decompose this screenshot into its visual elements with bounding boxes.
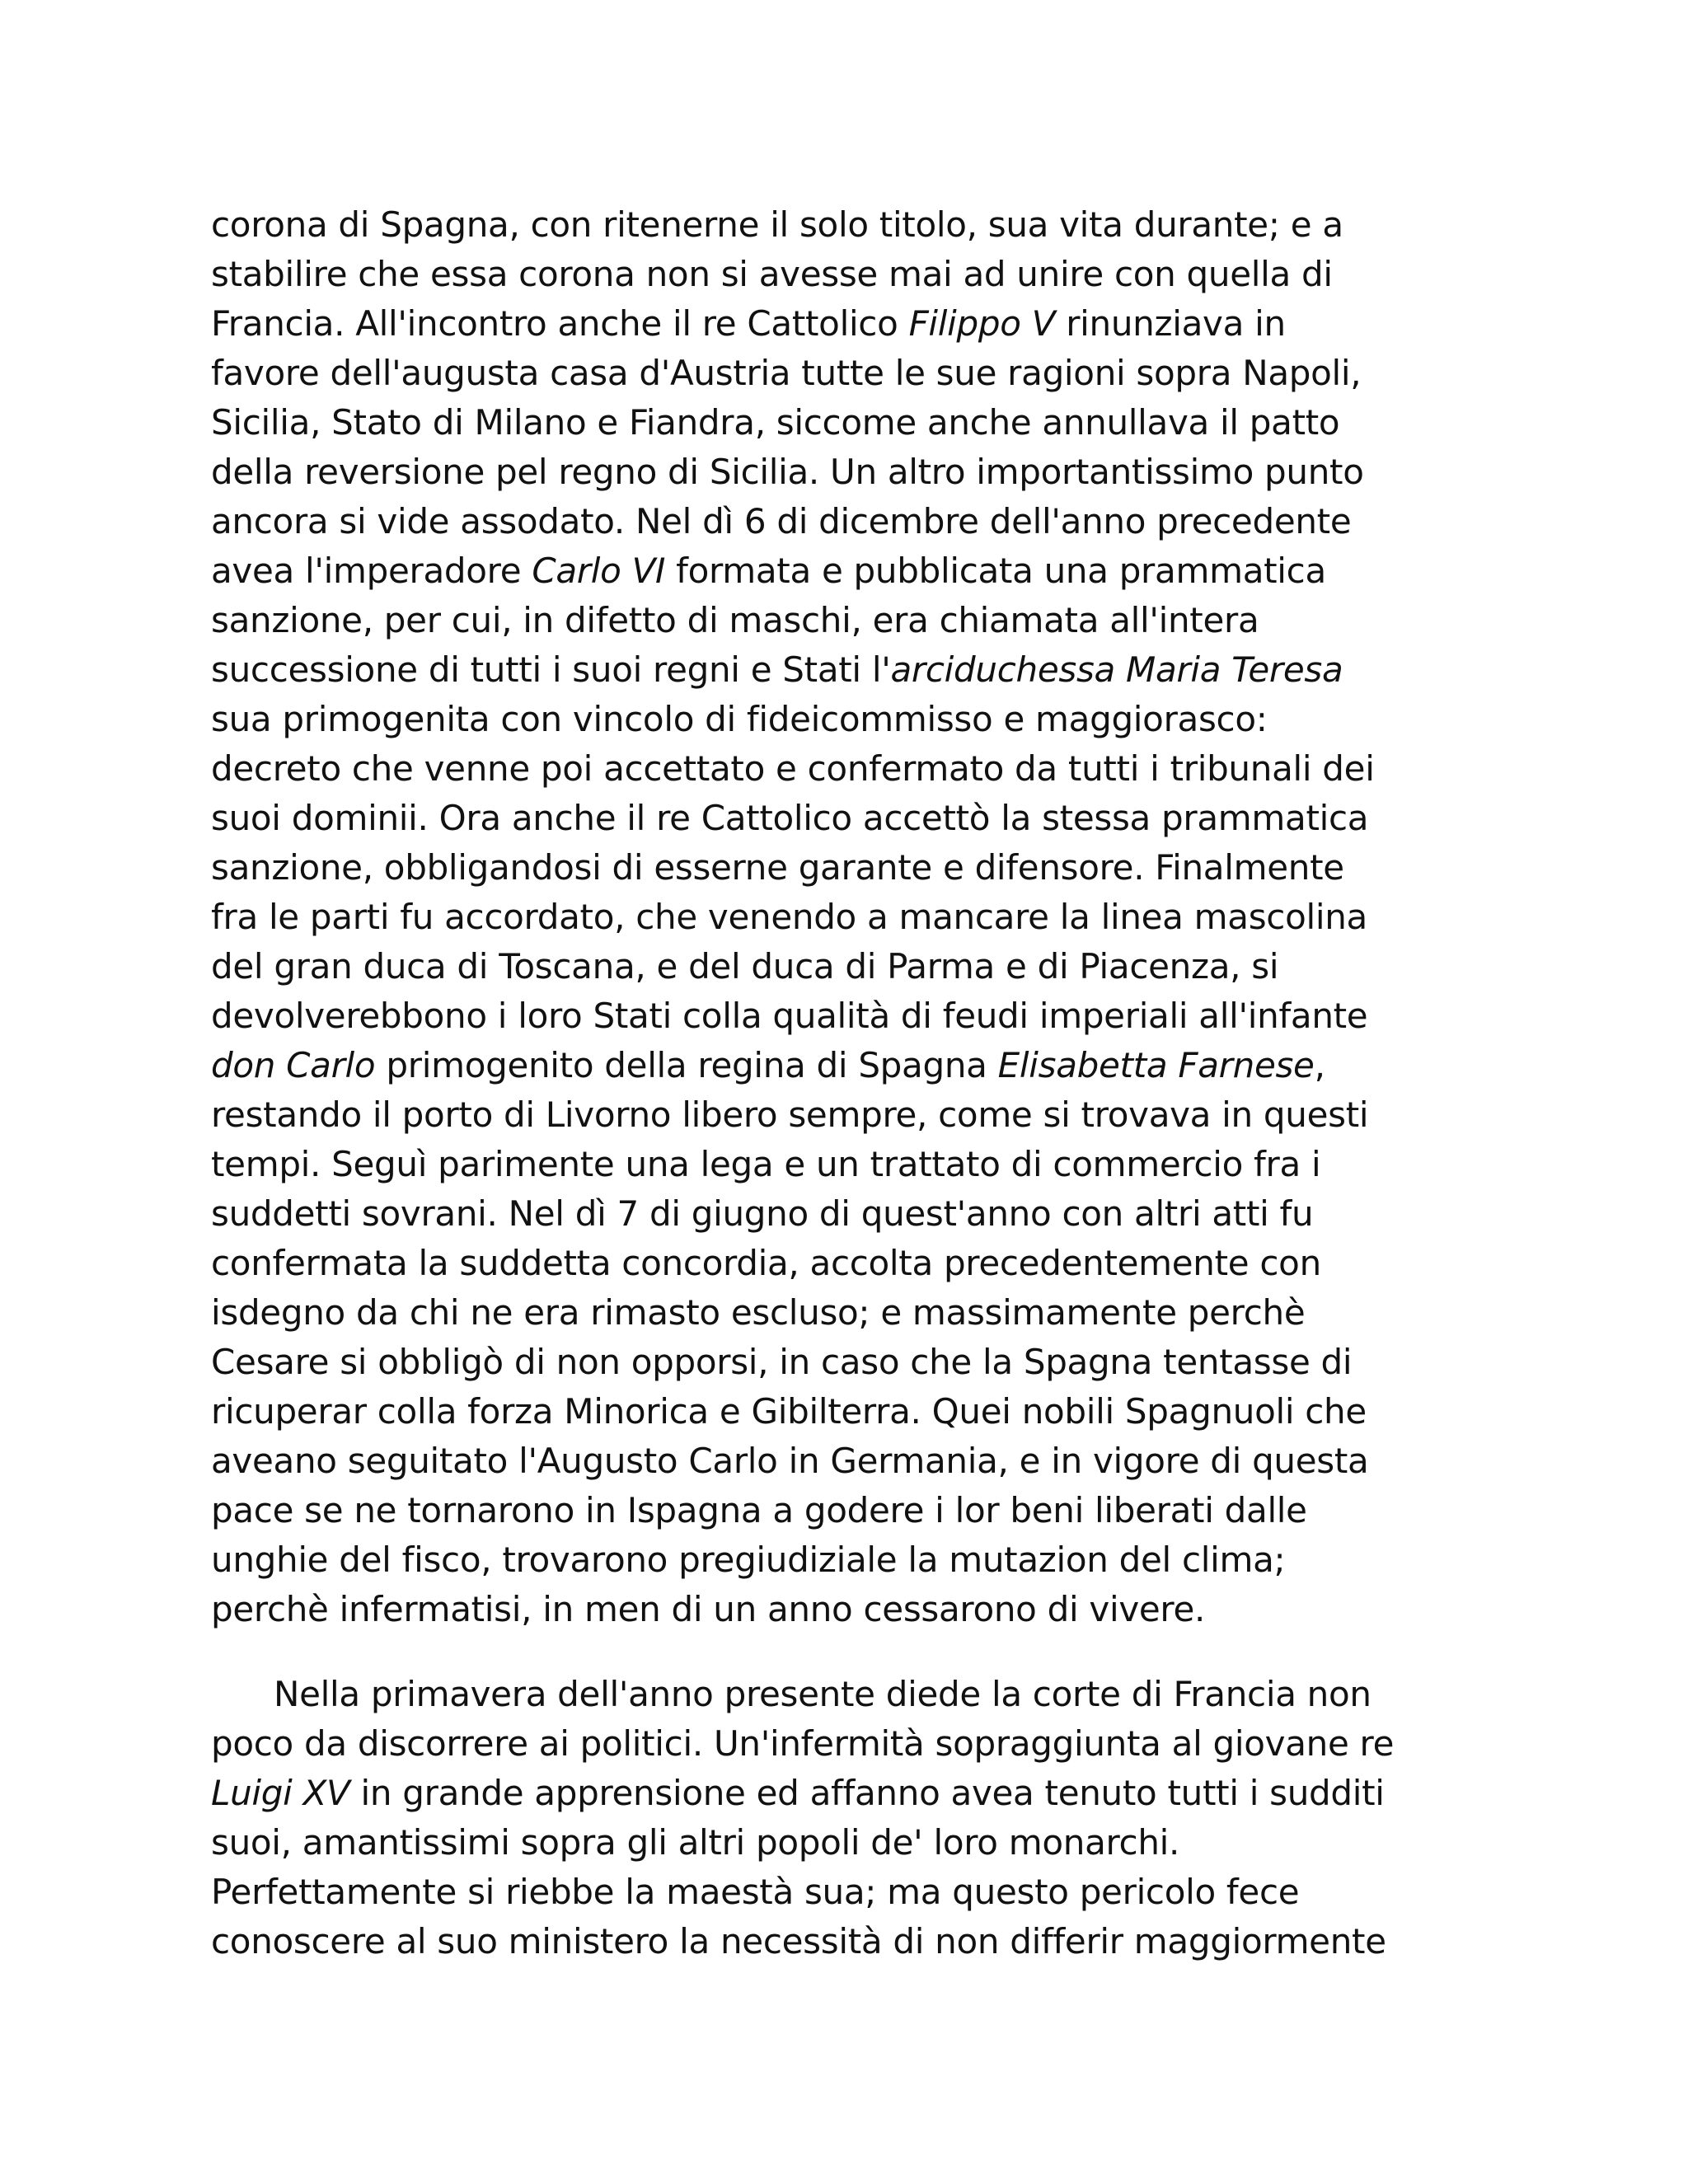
text-run: tempi. Seguì parimente una lega e un trattato di commercio fra i: [211, 1144, 1321, 1184]
text-line: [211, 546, 1497, 596]
text-run: stabilire che essa corona non si avesse mai ad unire con quella di: [211, 254, 1333, 294]
text-run: sua primogenita con vincolo di fideicommisso e maggiorasco:: [211, 699, 1268, 739]
text-line: [211, 1041, 1497, 1090]
text-line: [211, 200, 1497, 250]
text-run: suoi, amantissimi sopra gli altri popoli de' loro monarchi.: [211, 1822, 1180, 1863]
text-line: [211, 1868, 1497, 1917]
text-run: Perfettamente si riebbe la maestà sua; ma questo pericolo fece: [211, 1872, 1300, 1912]
text-run: suoi dominii. Ora anche il re Cattolico accettò la stessa prammatica: [211, 798, 1369, 838]
text-line: [211, 1670, 1497, 1719]
text-line: [211, 991, 1497, 1041]
text-line: [211, 448, 1497, 497]
text-line: [211, 1436, 1497, 1486]
text-line: [211, 1486, 1497, 1535]
text-run: della reversione pel regno di Sicilia. Un altro importantissimo punto: [211, 452, 1364, 492]
italic-name: Elisabetta Farnese: [997, 1045, 1315, 1085]
text-run: primogenito della regina di Spagna: [375, 1045, 998, 1085]
text-run: sanzione, obbligandosi di esserne garante e difensore. Finalmente: [211, 847, 1344, 888]
text-line: [211, 794, 1497, 843]
text-run: Cesare si obbligò di non opporsi, in caso che la Spagna tentasse di: [211, 1342, 1353, 1382]
text-line: [211, 645, 1497, 695]
text-line: [211, 843, 1497, 893]
text-line: [211, 1818, 1497, 1868]
text-run: conoscere al suo ministero la necessità di non differir maggiormente: [211, 1921, 1386, 1961]
text-run: Francia. All'incontro anche il re Cattolico: [211, 303, 909, 344]
text-run: formata e pubblicata una prammatica: [665, 551, 1326, 591]
text-line: [211, 1769, 1497, 1818]
text-line: [211, 299, 1497, 349]
italic-name: don Carlo: [211, 1045, 376, 1085]
text-line: [211, 596, 1497, 645]
text-run: corona di Spagna, con ritenerne il solo titolo, sua vita durante; e a: [211, 204, 1343, 245]
text-run: Nella primavera dell'anno presente diede la corte di Francia non: [274, 1674, 1372, 1714]
italic-name: Filippo V: [908, 303, 1056, 344]
text-run: rinunziava in: [1055, 303, 1286, 344]
text-line: [211, 695, 1497, 744]
text-run: ancora si vide assodato. Nel dì 6 di dicembre dell'anno precedente: [211, 501, 1352, 541]
text-run: devolverebbono i loro Stati colla qualità di feudi imperiali all'infante: [211, 996, 1368, 1036]
document-body: [211, 200, 1497, 1966]
text-run: restando il porto di Livorno libero sempre, come si trovava in questi: [211, 1094, 1369, 1135]
text-line: [211, 1338, 1497, 1387]
text-run: aveano seguitato l'Augusto Carlo in Germania, e in vigore di questa: [211, 1441, 1369, 1481]
text-line: [211, 349, 1497, 398]
text-run: in grande apprensione ed affanno avea tenuto tutti i sudditi: [349, 1773, 1385, 1813]
text-line: [211, 1719, 1497, 1769]
text-run: isdegno da chi ne era rimasto escluso; e massimamente perchè: [211, 1292, 1306, 1333]
text-line: [211, 1140, 1497, 1189]
text-line: [211, 1189, 1497, 1239]
italic-name: Luigi XV: [211, 1773, 350, 1813]
text-run: suddetti sovrani. Nel dì 7 di giugno di quest'anno con altri atti fu: [211, 1193, 1314, 1234]
text-run: Sicilia, Stato di Milano e Fiandra, siccome anche annullava il patto: [211, 402, 1340, 443]
text-line: [211, 398, 1497, 448]
text-line: [211, 1917, 1497, 1966]
text-line: [211, 1535, 1497, 1585]
text-line: [211, 497, 1497, 546]
text-run: avea l'imperadore: [211, 551, 532, 591]
text-line: [211, 1090, 1497, 1140]
text-line: [211, 1585, 1497, 1634]
text-run: unghie del fisco, trovarono pregiudiziale la mutazion del clima;: [211, 1540, 1286, 1580]
text-run: successione di tutti i suoi regni e Stati l': [211, 649, 891, 690]
text-line: [211, 250, 1497, 299]
italic-name: Carlo VI: [532, 551, 666, 591]
text-run: sanzione, per cui, in difetto di maschi, era chiamata all'intera: [211, 600, 1259, 640]
text-run: del gran duca di Toscana, e del duca di Parma e di Piacenza, si: [211, 946, 1279, 987]
paragraph-1: [211, 200, 1497, 1634]
text-run: favore dell'augusta casa d'Austria tutte le sue ragioni sopra Napoli,: [211, 353, 1362, 393]
text-line: [211, 942, 1497, 991]
text-line: [211, 1288, 1497, 1338]
text-run: pace se ne tornarono in Ispagna a godere i lor beni liberati dalle: [211, 1490, 1307, 1530]
paragraph-2: [211, 1670, 1497, 1966]
text-run: fra le parti fu accordato, che venendo a mancare la linea mascolina: [211, 897, 1367, 937]
text-line: [211, 744, 1497, 794]
text-line: [211, 893, 1497, 942]
text-run: ,: [1314, 1045, 1325, 1085]
text-run: ricuperar colla forza Minorica e Gibilterra. Quei nobili Spagnuoli che: [211, 1391, 1367, 1432]
text-run: decreto che venne poi accettato e confermato da tutti i tribunali dei: [211, 748, 1375, 789]
text-line: [211, 1387, 1497, 1436]
text-run: confermata la suddetta concordia, accolta precedentemente con: [211, 1243, 1321, 1283]
italic-name: arciduchessa Maria Teresa: [890, 649, 1343, 690]
text-run: poco da discorrere ai politici. Un'infermità sopraggiunta al giovane re: [211, 1723, 1395, 1764]
text-line: [211, 1239, 1497, 1288]
text-run: perchè infermatisi, in men di un anno cessarono di vivere.: [211, 1589, 1206, 1629]
